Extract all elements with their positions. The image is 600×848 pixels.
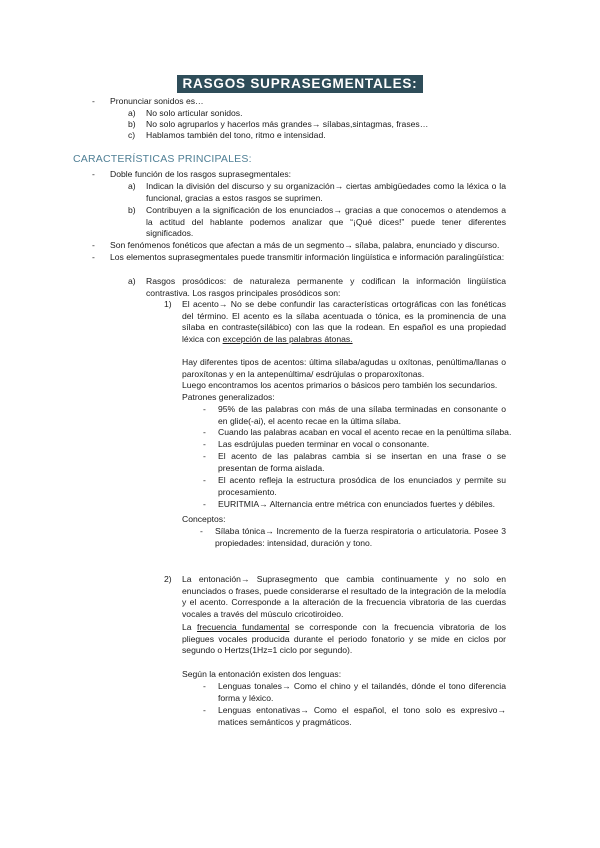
- intro-item-text: No solo articular sonidos.: [146, 108, 243, 118]
- patron-item: EURITMIA→ Alternancia entre métrica con enunciados fuertes y débiles.: [218, 499, 496, 509]
- doble-a-text: Indican la división del discurso y su organización→ ciertas ambigüedades como la léxica o la funcional, gracias a estos rasgos se suprimen.: [146, 181, 506, 203]
- patrones-label: Patrones generalizados:: [182, 392, 275, 402]
- intro-lead: Pronunciar sonidos es…: [110, 96, 204, 106]
- patron-dash: -: [203, 427, 206, 437]
- intro-item-text: Hablamos también del tono, ritmo e intensidad.: [146, 130, 326, 140]
- intro-item-marker: a): [128, 108, 136, 118]
- page-title: RASGOS SUPRASEGMENTALES:: [177, 75, 424, 93]
- fenomenos-text: Son fenómenos fonéticos que afectan a más de un segmento→ sílaba, palabra, enunciado y discurso.: [110, 240, 500, 250]
- freq-underlined: frecuencia fundamental: [197, 622, 290, 632]
- intro-item-text: No solo agruparlos y hacerlos más grandes→ sílabas,sintagmas, frases…: [146, 119, 429, 129]
- patron-dash: -: [203, 439, 206, 449]
- intro-item-marker: b): [128, 119, 136, 129]
- intro-bullet: -: [92, 96, 95, 106]
- prosodicos-text: Rasgos prosódicos: de naturaleza permanente y codifican la información lingüística contrastiva. Los rasgos principales prosódicos son:: [146, 276, 506, 298]
- doble-b-marker: b): [128, 205, 136, 215]
- lenguas-label: Según la entonación existen dos lenguas:: [182, 669, 342, 679]
- acento-text-underlined: excepción de las palabras átonas.: [222, 333, 353, 344]
- conceptos-label: Conceptos:: [182, 514, 226, 524]
- patron-dash: -: [203, 404, 206, 414]
- lengua-item: Lenguas entonativas→ Como el español, el tono solo es expresivo→ matices semánticos y pragmáticos.: [218, 705, 506, 727]
- lengua-dash: -: [203, 705, 206, 715]
- patron-dash: -: [203, 451, 206, 461]
- patron-dash: -: [203, 475, 206, 485]
- elementos-text: Los elementos suprasegmentales puede transmitir información lingüística e información paralingüística:: [110, 252, 505, 262]
- acento-text-main: El acento→ No se debe confundir las características ortográficas con las fonéticas del término. El acento es la sílaba acentuada o tónica, es la prominencia de una sílaba en contraste(silábico) con las que la rodean. En español es una propiedad léxica con: [182, 299, 506, 344]
- concepto-item: Sílaba tónica→ Incremento de la fuerza respiratoria o articulatoria. Posee 3 propiedades: intensidad, duración y tono.: [215, 526, 506, 548]
- section-heading: CARACTERÍSTICAS PRINCIPALES:: [73, 153, 252, 165]
- doble-bullet: -: [92, 169, 95, 179]
- freq-rest: se corresponde con la frecuencia vibratoria de los pliegues vocales producida durante el periodo fonatorio y se mide en ciclos por segundo o Hertzs(1Hz=1 ciclo por segundo).: [182, 622, 507, 655]
- acento-marker: 1): [164, 299, 172, 309]
- acento-primarios: Luego encontramos los acentos primarios o básicos pero también los secundarios.: [182, 380, 498, 390]
- patron-item: El acento refleja la estructura prosódica de los enunciados y permite su procesamiento.: [218, 475, 506, 497]
- entonacion-marker: 2): [164, 574, 172, 584]
- intro-item-marker: c): [128, 130, 136, 140]
- doble-b-text: Contribuyen a la significación de los enunciados→ gracias a que conocemos o atendemos a la actitud del hablante podemos analizar que “¡Qué dices!” puede tener diferentes significados.: [146, 205, 506, 238]
- patron-item: Cuando las palabras acaban en vocal el acento recae en la penúltima sílaba.: [218, 427, 512, 437]
- entonacion-text: La entonación→ Suprasegmento que cambia continuamente y no solo en enunciados o frases, puede considerarse el resultado de la integración de la melodía y el acento. Corresponde a la alteración de la frecuencia vibratoria de las cuerdas vocales a través del músculo cricotiroideo.: [182, 574, 506, 619]
- lengua-item: Lenguas tonales→ Como el chino y el tailandés, dónde el tono diferencia forma y léxico.: [218, 681, 506, 703]
- prosodicos-marker: a): [128, 276, 136, 286]
- doble-a-marker: a): [128, 181, 136, 191]
- freq-prefix: La: [182, 622, 192, 632]
- patron-item: El acento de las palabras cambia si se insertan en una frase o se presentan de forma aislada.: [218, 451, 506, 473]
- doble-lead: Doble función de los rasgos suprasegmentales:: [110, 169, 292, 179]
- patron-item: 95% de las palabras con más de una sílaba terminadas en consonante o en glide(-ai), el acento recae en la última sílaba.: [218, 404, 506, 426]
- entonacion-frecuencia: [182, 622, 506, 657]
- lengua-dash: -: [203, 681, 206, 691]
- acento-tipos: Hay diferentes tipos de acentos: última sílaba/agudas u oxítonas, penúltima/llanas o paroxítonas y en la antepenúltima/ esdrújulas o proparoxítonas.: [182, 357, 506, 379]
- acento-text: [182, 299, 506, 345]
- patron-item: Las esdrújulas pueden terminar en vocal o consonante.: [218, 439, 430, 449]
- patron-dash: -: [203, 499, 206, 509]
- fenomenos-bullet: -: [92, 240, 95, 250]
- concepto-dash: -: [200, 526, 203, 536]
- elementos-bullet: -: [92, 252, 95, 262]
- title-wrap: [0, 75, 600, 93]
